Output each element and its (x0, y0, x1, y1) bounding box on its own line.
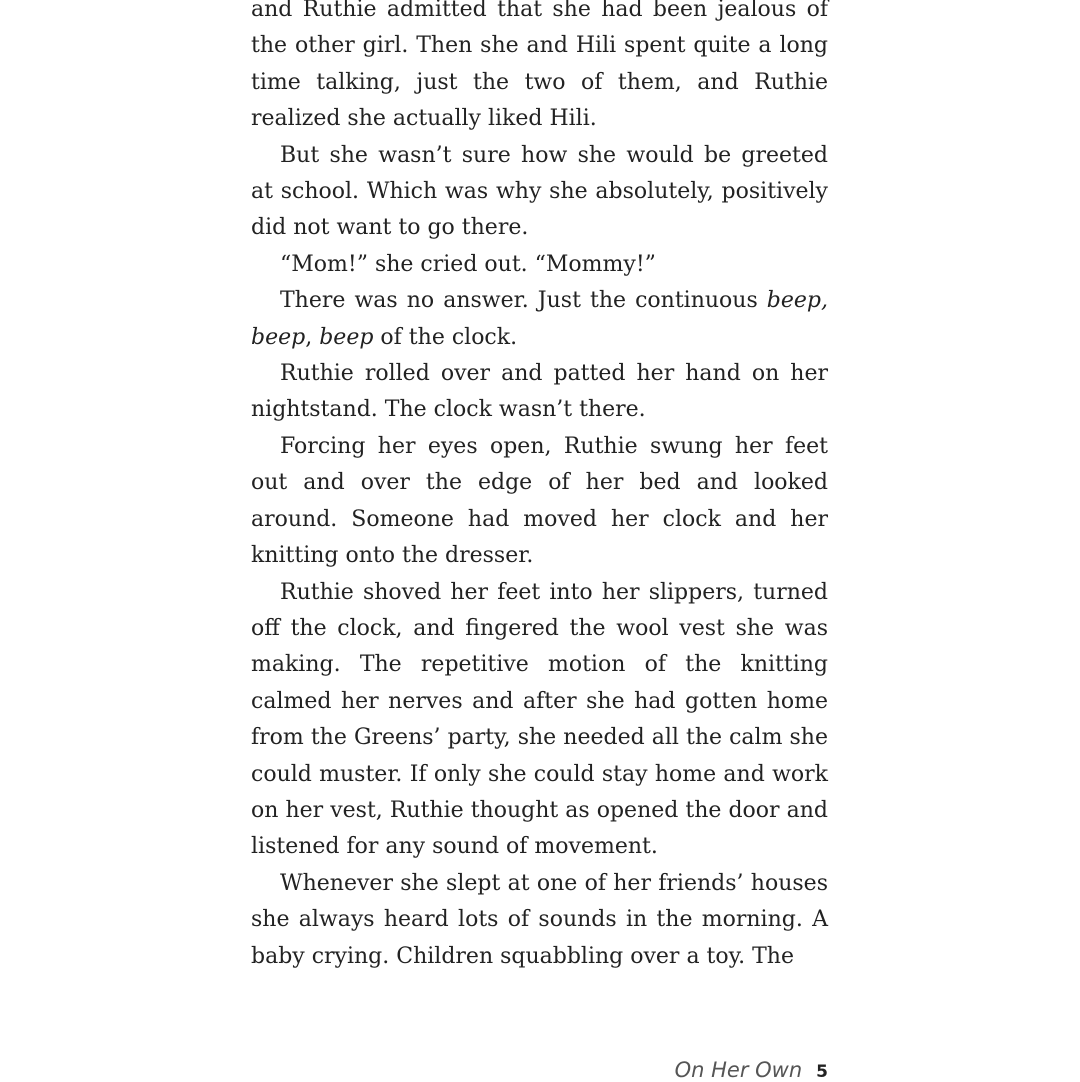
paragraph-5: Ruthie rolled over and patted her hand on her nightstand. The clock wasn’t there. (251, 361, 828, 423)
paragraph-8: Whenever she slept at one of her friends’ houses she always heard lots of sounds in the morning. A baby crying. Children squabbling over a toy. The (251, 870, 828, 969)
beep-word-2: beep (251, 324, 306, 350)
beep-word-3: beep (319, 324, 374, 350)
paragraph-3: “Mom!” she cried out. “Mommy!” (280, 251, 656, 277)
page-number: 5 (816, 1062, 828, 1082)
paragraph-4-text-start: There was no answer. Just the continuous (280, 288, 767, 314)
paragraph-2: But she wasn’t sure how she would be greeted at school. Which was why she absolutely, positively did not want to go there. (251, 142, 828, 241)
beep-word-1: beep, (766, 288, 828, 314)
running-head: On Her Own (674, 1058, 803, 1082)
paragraph-6: Forcing her eyes open, Ruthie swung her feet out and over the edge of her bed and looked around. Someone had moved her clock and her knitting onto the dresser. (251, 433, 828, 569)
paragraph-4 (251, 283, 828, 356)
page-footer (0, 1058, 828, 1082)
paragraph-4-text-end: of the clock. (373, 324, 518, 350)
book-page-body (251, 0, 828, 975)
paragraph-1: and Ruthie admitted that she had been jealous of the other girl. Then she and Hili spent quite a long time talking, just the two of them, and Ruthie realized she actually liked Hili. (251, 0, 828, 132)
beep-separator-2: , (305, 324, 320, 350)
paragraph-7: Ruthie shoved her feet into her slippers, turned off the clock, and fingered the wool vest she was making. The repetitive motion of the knitting calmed her nerves and after she had gotten home from the Greens’ party, she needed all the calm she could muster. If only she could stay home and work on her vest, Ruthie thought as opened the door and listened for any sound of movement. (251, 579, 828, 860)
